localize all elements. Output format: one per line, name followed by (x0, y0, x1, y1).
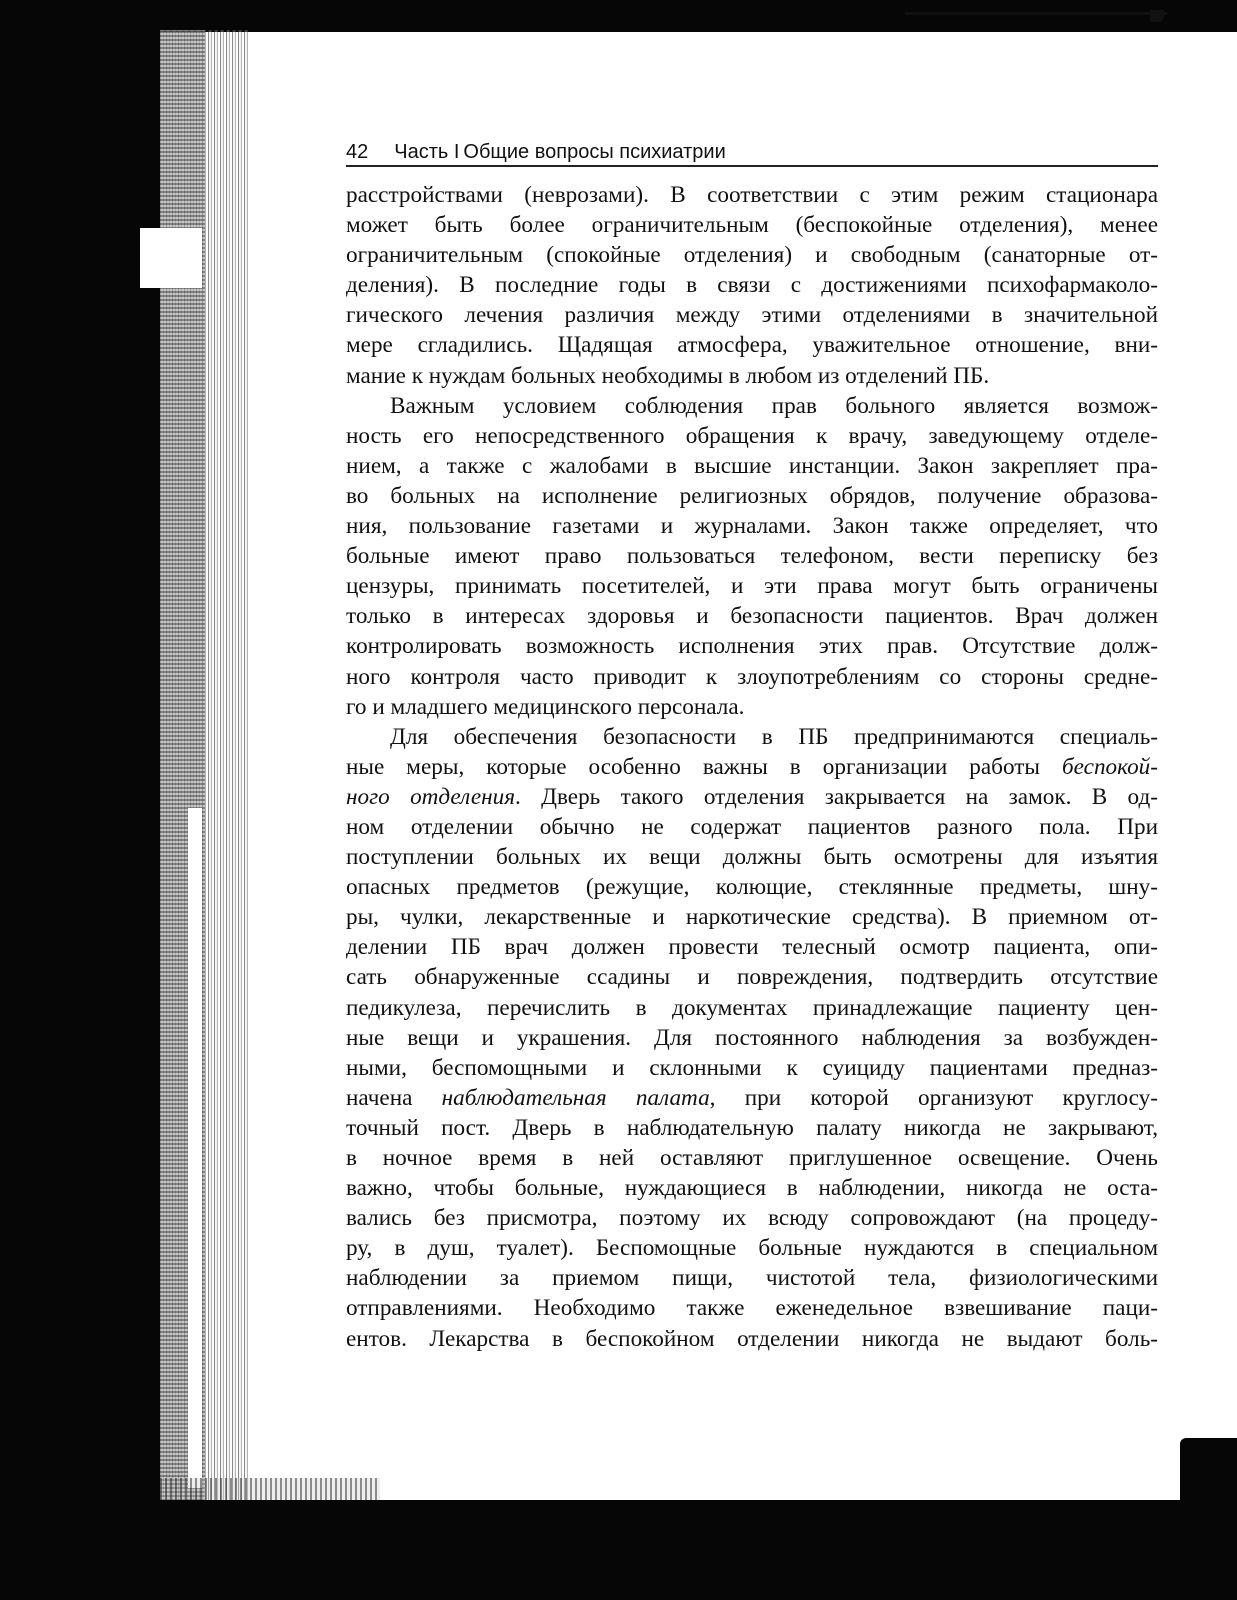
text-segment: может быть более ограничительным (беспокойные отделения), менее (346, 212, 1158, 239)
text-segment: больные имеют право пользоваться телефоном, вести переписку без (346, 543, 1158, 570)
text-segment: только в интересах здоровья и безопасности пациентов. Врач должен (346, 603, 1158, 630)
text-line (346, 962, 1158, 992)
section-title: Общие вопросы психиатрии (463, 141, 726, 163)
text-segment: го и младшего медицинского персонала. (346, 693, 745, 720)
text-segment: цензуры, принимать посетителей, и эти права могут быть ограничены (346, 573, 1158, 600)
text-line (346, 1053, 1158, 1083)
text-line (346, 361, 1158, 391)
text-line (346, 601, 1158, 631)
text-segment: во больных на исполнение религиозных обрядов, получение образова- (346, 482, 1158, 509)
text-segment: Для обеспечения безопасности в ПБ предпринимаются специаль- (390, 723, 1158, 750)
scan-top-rule (905, 12, 1167, 15)
text-line (346, 481, 1158, 511)
text-line (346, 752, 1158, 782)
text-segment: ентов. Лекарства в беспокойном отделении никогда не выдают боль- (346, 1325, 1158, 1352)
text-line (346, 210, 1158, 240)
text-segment: ния, пользование газетами и журналами. Закон также определяет, что (346, 513, 1158, 540)
text-line (346, 1233, 1158, 1263)
text-line (346, 993, 1158, 1023)
text-segment: ру, в душ, туалет). Беспомощные больные нуждаются в специальном (346, 1235, 1158, 1262)
spine-highlight-strip (188, 808, 202, 1488)
text-line (346, 1203, 1158, 1233)
text-segment: точный пост. Дверь в наблюдательную палату никогда не закрывают, (346, 1114, 1158, 1141)
text-line (346, 511, 1158, 541)
text-line (346, 391, 1158, 421)
text-line (346, 662, 1158, 692)
text-line (346, 902, 1158, 932)
spine-bottom-edge (160, 1478, 380, 1500)
text-line (346, 872, 1158, 902)
text-segment: ры, чулки, лекарственные и наркотические средства). В приемном от- (346, 904, 1158, 931)
text-segment: , при которой организуют круглосу- (709, 1084, 1158, 1111)
text-line (346, 932, 1158, 962)
text-line (346, 180, 1158, 210)
text-line (346, 451, 1158, 481)
scan-top-rule-hook (1150, 10, 1164, 22)
text-segment: сать обнаруженные ссадины и повреждения, подтвердить отсутствие (346, 964, 1158, 991)
text-segment: вались без присмотра, поэтому их всюду сопровождают (на процеду- (346, 1205, 1158, 1232)
running-head (346, 138, 1158, 164)
text-segment: мание к нуждам больных необходимы в любом из отделений ПБ. (346, 362, 990, 389)
text-segment: деления). В последние годы в связи с достижениями психофармаколо- (346, 272, 1158, 299)
italic-term: беспокой- (1062, 753, 1158, 780)
text-segment: отправлениями. Необходимо также еженедельное взвешивание паци- (346, 1295, 1158, 1322)
text-line (346, 1173, 1158, 1203)
scan-corner-bottom-right (1180, 1438, 1237, 1508)
text-segment: опасных предметов (режущие, колющие, стеклянные предметы, шну- (346, 874, 1158, 901)
text-segment: . Дверь такого отделения закрывается на замок. В од- (515, 783, 1158, 810)
text-line (346, 421, 1158, 451)
scan-border-left (0, 0, 160, 1600)
text-segment: педикулеза, перечислить в документах принадлежащие пациенту цен- (346, 994, 1158, 1021)
text-line (346, 300, 1158, 330)
spine-highlight-band (140, 228, 202, 288)
text-line (346, 541, 1158, 571)
page-number: 42 (346, 141, 369, 163)
text-segment: важно, чтобы больные, нуждающиеся в наблюдении, никогда не оста- (346, 1175, 1158, 1202)
text-line (346, 631, 1158, 661)
part-label: Часть I (394, 141, 460, 163)
text-segment: наблюдении за приемом пищи, чистотой тела, физиологическими (346, 1265, 1158, 1292)
text-line (346, 812, 1158, 842)
text-line (346, 1263, 1158, 1293)
text-segment: в ночное время в ней оставляют приглушенное освещение. Очень (346, 1145, 1158, 1171)
text-line (346, 842, 1158, 872)
text-segment: нием, а также с жалобами в высшие инстанции. Закон закрепляет пра- (346, 452, 1158, 479)
header-rule (346, 165, 1158, 167)
text-line (346, 692, 1158, 722)
text-segment: мере сгладились. Щадящая атмосфера, уважительное отношение, вни- (346, 332, 1158, 359)
text-segment: контролировать возможность исполнения этих прав. Отсутствие долж- (346, 633, 1158, 660)
italic-term: наблюдательная палата (441, 1084, 710, 1111)
scan-border-top (0, 0, 1237, 32)
text-line (346, 571, 1158, 601)
text-line (346, 240, 1158, 270)
text-line (346, 1293, 1158, 1323)
text-segment: расстройствами (неврозами). В соответствии с этим режим стационара (346, 182, 1158, 208)
text-segment: ные меры, которые особенно важны в организации работы (346, 753, 1062, 780)
text-line (346, 722, 1158, 752)
text-line (346, 1143, 1158, 1173)
scan-border-bottom (0, 1500, 1237, 1600)
text-segment: поступлении больных их вещи должны быть осмотрены для изъятия (346, 844, 1158, 871)
text-line (346, 1083, 1158, 1113)
text-segment: ограничительным (спокойные отделения) и свободным (санаторные от- (346, 242, 1158, 269)
text-line (346, 270, 1158, 300)
text-segment: делении ПБ врач должен провести телесный осмотр пациента, опи- (346, 934, 1158, 961)
text-line (346, 1113, 1158, 1143)
text-line (346, 782, 1158, 812)
text-line (346, 330, 1158, 360)
text-segment: ность его непосредственного обращения к врачу, заведующему отделе- (346, 422, 1158, 449)
text-segment: ного контроля часто приводит к злоупотреблениям со стороны средне- (346, 663, 1158, 690)
text-segment: ные вещи и украшения. Для постоянного наблюдения за возбужден- (346, 1024, 1158, 1051)
text-segment: начена (346, 1084, 442, 1111)
scan-corner-top-right (1160, 0, 1237, 32)
italic-term: ного отделения (346, 783, 516, 810)
text-segment: ными, беспомощными и склонными к суициду пациентами предназ- (346, 1054, 1158, 1081)
text-segment: Важным условием соблюдения прав больного является возмож- (390, 392, 1158, 419)
text-line (346, 1324, 1158, 1354)
text-segment: гического лечения различия между этими отделениями в значительной (346, 302, 1158, 329)
text-line (346, 1023, 1158, 1053)
text-segment: ном отделении обычно не содержат пациентов разного пола. При (346, 813, 1158, 840)
body-text (346, 180, 1158, 1354)
